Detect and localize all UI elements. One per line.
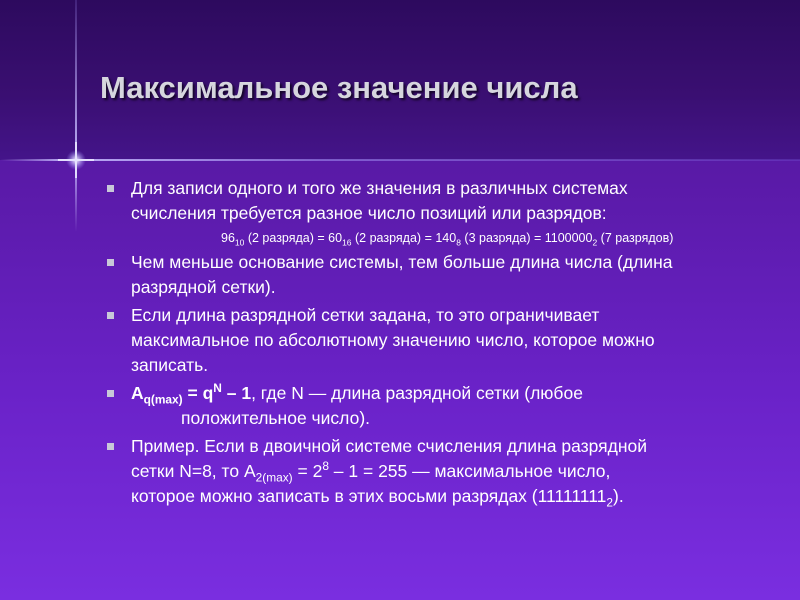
slide-title: Максимальное значение числа: [100, 70, 578, 105]
bullet-square-icon: [107, 443, 114, 450]
bullet-item-formula: [104, 381, 764, 431]
bullet-item-positions: [104, 176, 764, 226]
bullet-square-icon: [107, 185, 114, 192]
radix-formula: $96_{10}$ (2 разряда) = $60_{16}$ (2 разряда) = $140_8$ (3 разряда) = $1100000_2$ (7 разрядов): [221, 231, 674, 248]
text-line: Чем меньше основание системы, тем больше длина числа (длина: [131, 252, 673, 272]
text-line: разрядной сетки).: [131, 277, 276, 297]
bullet-square-icon: [107, 390, 114, 397]
bullet-square-icon: [107, 259, 114, 266]
text-line: счисления требуется разное число позиций или разрядов:: [131, 203, 607, 223]
text-line: положительное число).: [181, 408, 371, 428]
text-line: сетки N=8, то $A_{2(max)} = 2^8 - 1 = 255$ — максимальное число,: [131, 459, 611, 485]
header-divider-line: [0, 159, 800, 161]
text-line: записать.: [131, 355, 209, 375]
slide-content: [104, 176, 764, 512]
text-line: Для записи одного и того же значения в различных системах: [131, 178, 628, 198]
bullet-item-example: [104, 434, 764, 509]
text-line: максимальное по абсолютному значению число, которое можно: [131, 330, 655, 350]
text-line: которое можно записать в этих восьми разрядах $(11111111_2)$.: [131, 486, 624, 510]
text-line: $A_{q(max)} = q^N - 1$, где N — длина разрядной сетки (любое: [131, 381, 583, 407]
sparkle-icon: [58, 142, 94, 178]
text-line: Пример. Если в двоичной системе счисления длина разрядной: [131, 436, 648, 456]
text-line: Если длина разрядной сетки задана, то это ограничивает: [131, 305, 600, 325]
bullet-square-icon: [107, 312, 114, 319]
vertical-accent-line: [75, 0, 77, 232]
bullet-item-base: [104, 250, 764, 300]
bullet-item-grid-limit: [104, 303, 764, 378]
